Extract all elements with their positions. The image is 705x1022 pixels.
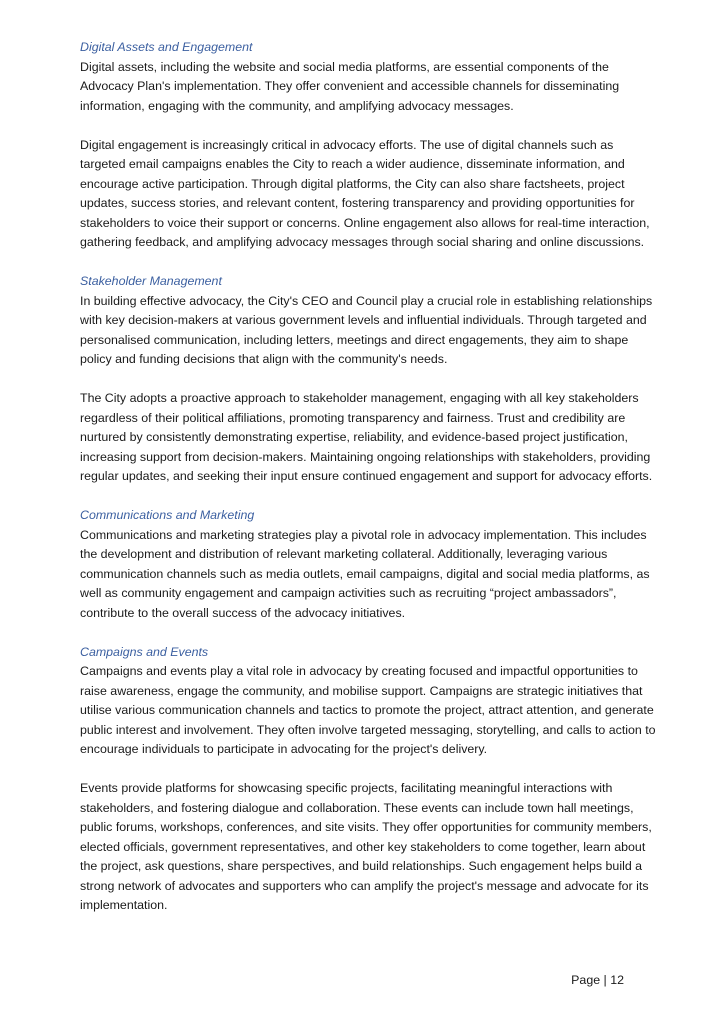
- paragraph-digital-assets-1: Digital assets, including the website and social media platforms, are essential components of the Advocacy Plan's implementation. They offer convenient and accessible channels for disseminating information, engaging with the community, and amplifying advocacy messages.: [80, 59, 620, 113]
- paragraph-communications-1: Communications and marketing strategies play a pivotal role in advocacy implementation. This includes the development and distribution of relevant marketing collateral. Additionally, leveraging various communication channels such as media outlets, email campaigns, digital and social media platforms, as well as community engagement and campaign activities such as recruiting “project ambassadors”, contribute to the overall success of the advocacy initiatives.: [80, 527, 650, 620]
- document-page: [80, 38, 660, 916]
- paragraph-campaigns-2: Events provide platforms for showcasing specific projects, facilitating meaningful interactions with stakeholders, and fostering dialogue and collaboration. These events can include town hall meetings, public forums, workshops, conferences, and site visits. They offer opportunities for community members, elected officials, government representatives, and other key stakeholders to come together, learn about the project, ask questions, share perspectives, and build relationships. Such engagement helps build a strong network of advocates and supporters who can amplify the project's message and advocate for its implementation.: [80, 781, 652, 912]
- section-heading-digital-assets: Digital Assets and Engagement: [80, 40, 253, 54]
- paragraph-stakeholder-1: In building effective advocacy, the City's CEO and Council play a crucial role in establishing relationships with key decision-makers at various government levels and influential individuals. Through targeted and personalised communication, including letters, meetings and direct engagements, they aim to shape policy and funding decisions that align with the community's needs.: [80, 293, 653, 366]
- section-heading-communications: Communications and Marketing: [80, 508, 255, 522]
- page-number: Page | 12: [571, 973, 624, 987]
- paragraph-stakeholder-2: The City adopts a proactive approach to stakeholder management, engaging with all key stakeholders regardless of their political affiliations, promoting transparency and fairness. Trust and credibility are nurtured by consistently demonstrating expertise, reliability, and evidence-based project justification, increasing support from decision-makers. Maintaining ongoing relationships with stakeholders, providing regular updates, and seeking their input ensure continued engagement and support for advocacy efforts.: [80, 391, 653, 483]
- paragraph-digital-assets-2: Digital engagement is increasingly critical in advocacy efforts. The use of digital channels such as targeted email campaigns enables the City to reach a wider audience, disseminate information, and encourage active participation. Through digital platforms, the City can also share factsheets, project updates, success stories, and relevant content, fostering transparency and providing opportunities for stakeholders to voice their support or concerns. Online engagement also allows for real-time interaction, gathering feedback, and amplifying advocacy messages through social sharing and online discussions.: [80, 137, 650, 249]
- paragraph-campaigns-1: Campaigns and events play a vital role in advocacy by creating focused and impactful opportunities to raise awareness, engage the community, and mobilise support. Campaigns are strategic initiatives that utilise various communication channels and tactics to promote the project, attract attention, and generate public interest and involvement. They often involve targeted messaging, storytelling, and calls to action to encourage individuals to participate in advocating for the project's delivery.: [80, 664, 656, 756]
- section-heading-stakeholder-management: Stakeholder Management: [80, 274, 222, 288]
- section-heading-campaigns-events: Campaigns and Events: [80, 644, 209, 659]
